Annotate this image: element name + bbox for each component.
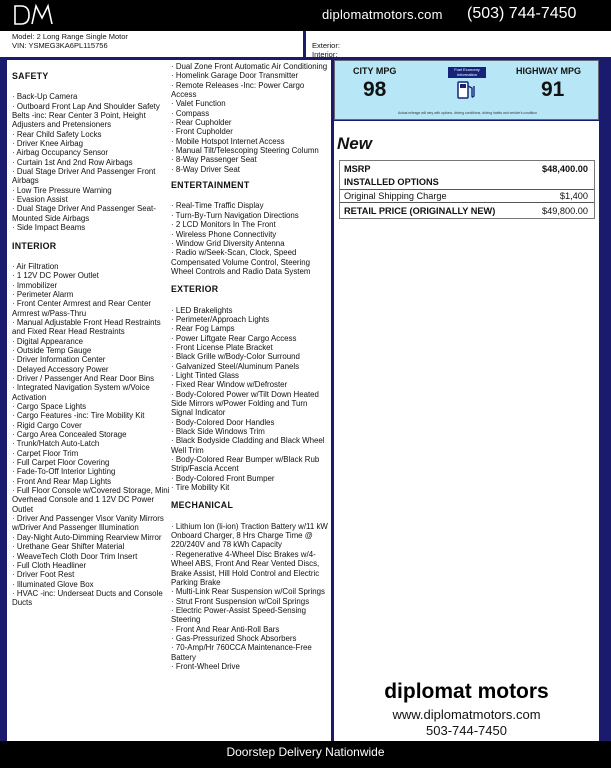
exterior-heading: EXTERIOR (171, 284, 219, 295)
interior-item: · Carpet Floor Trim (12, 448, 79, 458)
installed-options-label: INSTALLED OPTIONS (344, 177, 439, 187)
mechanical-item: · Multi-Link Rear Suspension w/Coil Springs (171, 587, 325, 597)
city-mpg-label: CITY MPG (353, 66, 397, 76)
entertainment-item: · Turn-By-Turn Navigation Directions (171, 210, 299, 220)
comfort-list (171, 62, 329, 174)
interior-item: · Full Floor Console w/Covered Storage, Mini Overhead Console and 1 12V DC Power Outlet (12, 486, 170, 514)
dealer-logo (12, 3, 54, 27)
exterior-item: · LED Brakelights (171, 305, 233, 315)
interior-item: · Outside Temp Gauge (12, 345, 92, 355)
exterior-item: · Fixed Rear Window w/Defroster (171, 380, 288, 390)
safety-item: · Back-Up Camera (12, 92, 78, 102)
comfort-item: · Manual Tilt/Telescoping Steering Column (171, 146, 319, 156)
dealer-website[interactable]: www.diplomatmotors.com (392, 707, 541, 722)
comfort-item: · 8-Way Passenger Seat (171, 155, 257, 165)
interior-item: · HVAC -inc: Underseat Ducts and Console Ducts (12, 588, 163, 608)
safety-item: · Evasion Assist (12, 195, 68, 205)
features-panel (7, 60, 331, 741)
interior-item: · Air Filtration (12, 261, 59, 271)
interior-item: · Front Center Armrest and Rear Center Armrest w/Pass-Thru (12, 299, 152, 318)
exterior-item: · Body-Colored Rear Bumper w/Black Rub Strip/Fascia Accent (171, 455, 320, 474)
features-column-right (171, 62, 329, 671)
safety-item: · Dual Stage Driver And Passenger Seat-Mounted Side Airbags (12, 204, 156, 223)
entertainment-item: · 2 LCD Monitors In The Front (171, 220, 276, 230)
dealer-brand: diplomat motors (384, 680, 549, 703)
bottom-bar (0, 741, 611, 768)
mechanical-item: · Strut Front Suspension w/Coil Springs (171, 596, 310, 606)
interior-item: · Cargo Features -inc: Tire Mobility Kit (12, 411, 145, 421)
comfort-item: · Compass (171, 108, 210, 118)
fuel-economy-box (334, 60, 599, 120)
interior-item: · Manual Adjustable Front Head Restraints and Fixed Rear Head Restraints (12, 317, 161, 337)
entertainment-list (171, 201, 329, 276)
shipping-label: Original Shipping Charge (344, 191, 447, 201)
price-table (339, 160, 595, 219)
highway-mpg-value: 91 (541, 78, 565, 101)
mechanical-item: · Gas-Pressurized Shock Absorbers (171, 633, 297, 643)
comfort-item: · Mobile Hotspot Internet Access (171, 136, 285, 146)
interior-item: · WeaveTech Cloth Door Trim Insert (12, 551, 138, 561)
mechanical-item: · Lithium Ion (li-ion) Traction Battery w/11 kW Onboard Charger, 8 Hrs Charge Time @ 220/240V and 78 kWh Capacity (171, 521, 328, 550)
retail-value: $49,800.00 (542, 206, 588, 216)
interior-item: · Fade-To-Off Interior Lighting (12, 467, 116, 477)
comfort-item: · Homelink Garage Door Transmitter (171, 71, 299, 81)
condition-label: New (337, 134, 372, 153)
retail-row (340, 202, 594, 218)
interior-item: · Perimeter Alarm (12, 289, 74, 299)
safety-item: · Driver Knee Airbag (12, 139, 84, 149)
fuel-pump-icon (455, 80, 477, 100)
comfort-item: · 8-Way Driver Seat (171, 164, 240, 174)
top-bar (0, 0, 611, 31)
safety-item: · Rear Child Safety Locks (12, 129, 102, 139)
interior-item: · Delayed Accessory Power (12, 364, 109, 374)
mechanical-item: · Front-Wheel Drive (171, 661, 240, 671)
city-mpg-value: 98 (363, 78, 387, 101)
pricing-panel (334, 121, 599, 741)
exterior-item: · Perimeter/Approach Lights (171, 314, 270, 324)
dealer-phone[interactable]: (503) 744-7450 (467, 5, 577, 22)
entertainment-item: · Window Grid Diversity Antenna (171, 238, 285, 248)
exterior-item: · Power Liftgate Rear Cargo Access (171, 333, 297, 343)
msrp-label: MSRP (344, 164, 371, 174)
fuel-economy-badge: Fuel Economy Information (448, 67, 486, 78)
interior-item: · Full Cloth Headliner (12, 560, 87, 570)
msrp-row (340, 163, 594, 176)
mechanical-item: · Regenerative 4-Wheel Disc Brakes w/4-Wheel ABS, Front And Rear Vented Discs, Brake Assist, Hill Hold Control and Electric Parking Brake (171, 549, 320, 587)
exterior-item: · Body-Colored Power w/Tilt Down Heated Side Mirrors w/Power Folding and Turn Signal Indicator (171, 389, 319, 418)
exterior-list (171, 306, 329, 493)
comfort-item: · Front Cupholder (171, 127, 233, 137)
comfort-item: · Remote Releases -Inc: Power Cargo Access (171, 80, 305, 100)
interior-item: · Immobilizer (12, 280, 58, 290)
safety-item: · Outboard Front Lap And Shoulder Safety Belts -inc: Rear Center 3 Point, Height Adjusters and Pretensioners (12, 101, 160, 130)
mechanical-list (171, 522, 329, 672)
shipping-row (340, 189, 594, 202)
interior-item: · Cargo Area Concealed Storage (12, 430, 127, 440)
installed-options-row (340, 176, 594, 189)
safety-item: · Airbag Occupancy Sensor (12, 148, 109, 158)
comfort-item: · Dual Zone Front Automatic Air Conditioning (171, 62, 328, 71)
interior-item: · Integrated Navigation System w/Voice Activation (12, 383, 150, 402)
dealer-phone-footer[interactable]: 503-744-7450 (426, 723, 507, 738)
interior-item: · Full Carpet Floor Covering (12, 458, 110, 468)
interior-item: · 1 12V DC Power Outlet (12, 271, 99, 281)
exterior-label: Exterior: (312, 41, 340, 50)
mechanical-item: · Front And Rear Anti-Roll Bars (171, 624, 280, 634)
safety-item: · Side Impact Beams (12, 223, 86, 233)
mechanical-item: · 70-Amp/Hr 760CCA Maintenance-Free Battery (171, 643, 312, 662)
retail-label: RETAIL PRICE (ORIGINALLY NEW) (344, 206, 496, 216)
exterior-item: · Body-Colored Front Bumper (171, 473, 275, 483)
model-line: Model: 2 Long Range Single Motor (12, 32, 128, 41)
interior-item: · Urethane Gear Shifter Material (12, 542, 125, 552)
interior-item: · Illuminated Glove Box (12, 579, 94, 589)
exterior-item: · Black Bodyside Cladding and Black Wheel Well Trim (171, 436, 325, 455)
vehicle-info (0, 31, 303, 57)
interior-item: · Trunk/Hatch Auto-Latch (12, 439, 100, 449)
entertainment-item: · Radio w/Seek-Scan, Clock, Speed Compensated Volume Control, Steering Wheel Controls and Radio Data System (171, 248, 311, 276)
interior-item: · Rigid Cargo Cover (12, 420, 82, 430)
exterior-item: · Tire Mobility Kit (171, 483, 230, 493)
interior-item: · Driver / Passenger And Rear Door Bins (12, 373, 155, 383)
features-column-left (12, 72, 170, 608)
interior-list (12, 262, 170, 608)
comfort-item: · Rear Cupholder (171, 118, 232, 128)
safety-heading: SAFETY (12, 71, 49, 81)
exterior-item: · Rear Fog Lamps (171, 324, 235, 334)
interior-item: · Driver Foot Rest (12, 570, 75, 580)
exterior-item: · Black Grille w/Body-Color Surround (171, 352, 300, 362)
highway-mpg-label: HIGHWAY MPG (516, 66, 582, 76)
interior-item: · Day-Night Auto-Dimming Rearview Mirror (12, 532, 162, 542)
comfort-item: · Valet Function (171, 99, 226, 109)
mechanical-heading: MECHANICAL (171, 500, 234, 511)
exterior-item: · Galvanized Steel/Aluminum Panels (171, 361, 300, 371)
interior-color-label: Interior: (312, 50, 338, 59)
shipping-value: $1,400 (559, 191, 588, 201)
exterior-item: · Light Tinted Glass (171, 370, 239, 380)
exterior-item: · Body-Colored Door Handles (171, 417, 275, 427)
msrp-value: $48,400.00 (542, 164, 588, 174)
exterior-item: · Black Side Windows Trim (171, 427, 265, 437)
interior-item: · Cargo Space Lights (12, 402, 87, 411)
entertainment-item: · Wireless Phone Connectivity (171, 229, 277, 239)
mpg-disclaimer: Actual mileage will vary with options, driving conditions, driving habits and vehicle's condition (398, 111, 537, 115)
entertainment-item: · Real-Time Traffic Display (171, 201, 264, 211)
vin-line: VIN: YSMEG3KA6PL115756 (12, 41, 108, 50)
color-info (306, 31, 611, 57)
dealer-url[interactable]: diplomatmotors.com (322, 7, 443, 22)
interior-item: · Front And Rear Map Lights (12, 476, 112, 486)
entertainment-heading: ENTERTAINMENT (171, 180, 250, 191)
interior-item: · Driver Information Center (12, 355, 106, 365)
interior-item: · Digital Appearance (12, 336, 84, 346)
safety-list (12, 92, 170, 232)
safety-item: · Curtain 1st And 2nd Row Airbags (12, 157, 133, 167)
delivery-tagline: Doorstep Delivery Nationwide (226, 745, 385, 759)
safety-item: · Low Tire Pressure Warning (12, 185, 112, 195)
safety-item: · Dual Stage Driver And Passenger Front Airbags (12, 167, 156, 186)
mechanical-item: · Electric Power-Assist Speed-Sensing Steering (171, 605, 307, 625)
interior-item: · Driver And Passenger Visor Vanity Mirrors w/Driver And Passenger Illumination (12, 514, 164, 533)
interior-heading: INTERIOR (12, 240, 57, 251)
exterior-item: · Front License Plate Bracket (171, 342, 273, 352)
